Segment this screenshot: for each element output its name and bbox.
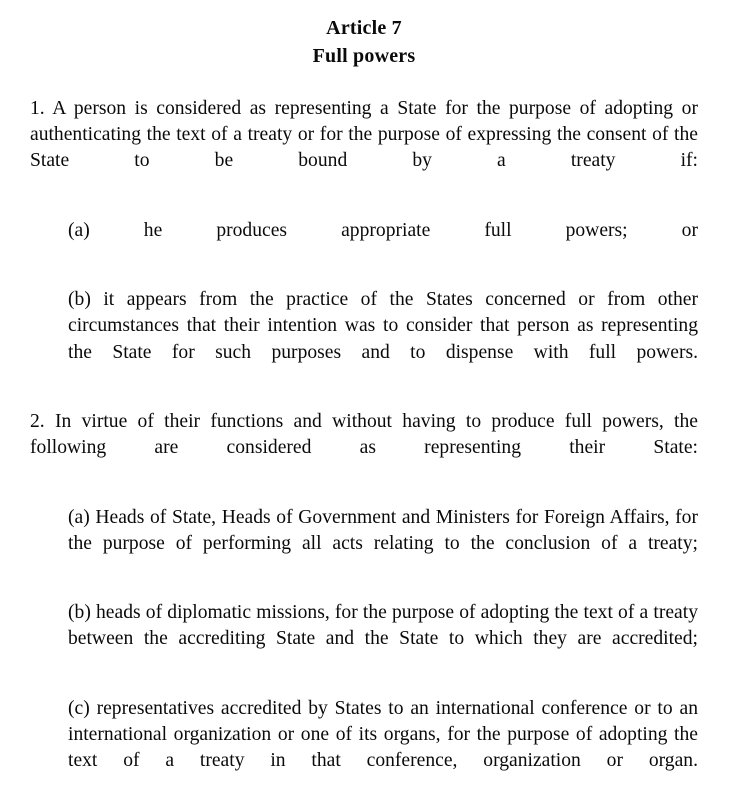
article-heading	[30, 14, 698, 70]
paragraph-2-item-b: (b) heads of diplomatic missions, for the purpose of adopting the text of a treaty between the accrediting State and the State to which they are accredited;	[68, 602, 698, 650]
paragraph-2: 2. In virtue of their functions and without having to produce full powers, the following are considered as representing their State:	[30, 411, 698, 459]
article-body	[30, 96, 698, 801]
paragraph-2-item-a: (a) Heads of State, Heads of Government and Ministers for Foreign Affairs, for the purpose of performing all acts relating to the conclusion of a treaty;	[68, 506, 698, 554]
paragraph-1-item-b: (b) it appears from the practice of the States concerned or from other circumstances that their intention was to consider that person as representing the State for such purposes and to dispense with full powers.	[68, 289, 698, 363]
article-number: Article 7	[326, 17, 402, 39]
article-title: Full powers	[312, 45, 416, 67]
paragraph-1-item-a: (a) he produces appropriate full powers; or	[68, 219, 698, 241]
paragraph-2-item-c: (c) representatives accredited by States to an international conference or to an international organization or one of its organs, for the purpose of adopting the text of a treaty in that conference, organization or organ.	[68, 697, 698, 772]
paragraph-1: 1. A person is considered as representing a State for the purpose of adopting or authenticating the text of a treaty or for the purpose of expressing the consent of the State to be bound by a treaty if:	[30, 98, 698, 172]
